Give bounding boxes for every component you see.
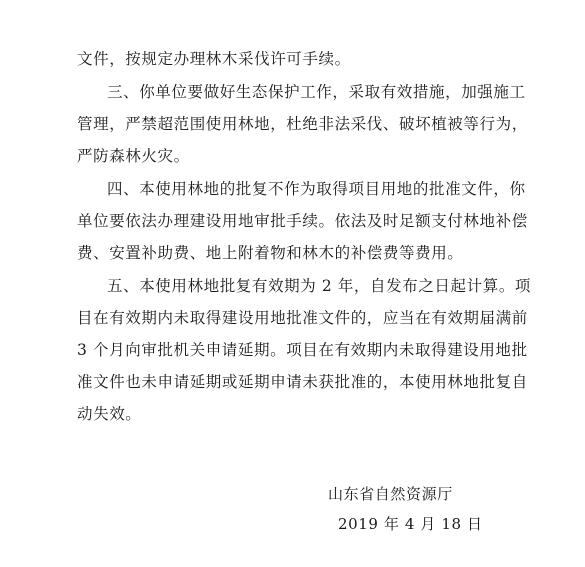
paragraph-line: 管理，严禁超范围使用林地，杜绝非法采伐、破坏植被等行为， (77, 115, 528, 133)
paragraph-line: 费、安置补助费、地上附着物和林木的补偿费等费用。 (77, 244, 464, 262)
paragraph-line: 文件，按规定办理林木采伐许可手续。 (77, 50, 351, 68)
paragraph-line: 动失效。 (77, 405, 142, 423)
paragraph-line: 单位要依法办理建设用地审批手续。依法及时足额支付林地补偿 (77, 212, 528, 230)
paragraph-line: 3 个月向审批机关申请延期。项目在有效期内未取得建设用地批 (77, 341, 528, 359)
paragraph-line: 三、你单位要做好生态保护工作，采取有效措施，加强施工 (107, 83, 526, 101)
paragraph-line: 目在有效期内未取得建设用地批准文件的，应当在有效期届满前 (77, 309, 528, 327)
paragraph-line: 四、本使用林地的批复不作为取得项目用地的批准文件，你 (107, 180, 526, 198)
signature-organization: 山东省自然资源厅 (328, 485, 453, 503)
paragraph-line: 准文件也未申请延期或延期申请未获批准的，本使用林地批复自 (77, 373, 528, 391)
paragraph-line: 五、本使用林地批复有效期为 2 年，自发布之日起计算。项 (107, 277, 532, 295)
signature-date: 2019 年 4 月 18 日 (338, 515, 483, 533)
paragraph-line: 严防森林火灾。 (77, 147, 190, 165)
